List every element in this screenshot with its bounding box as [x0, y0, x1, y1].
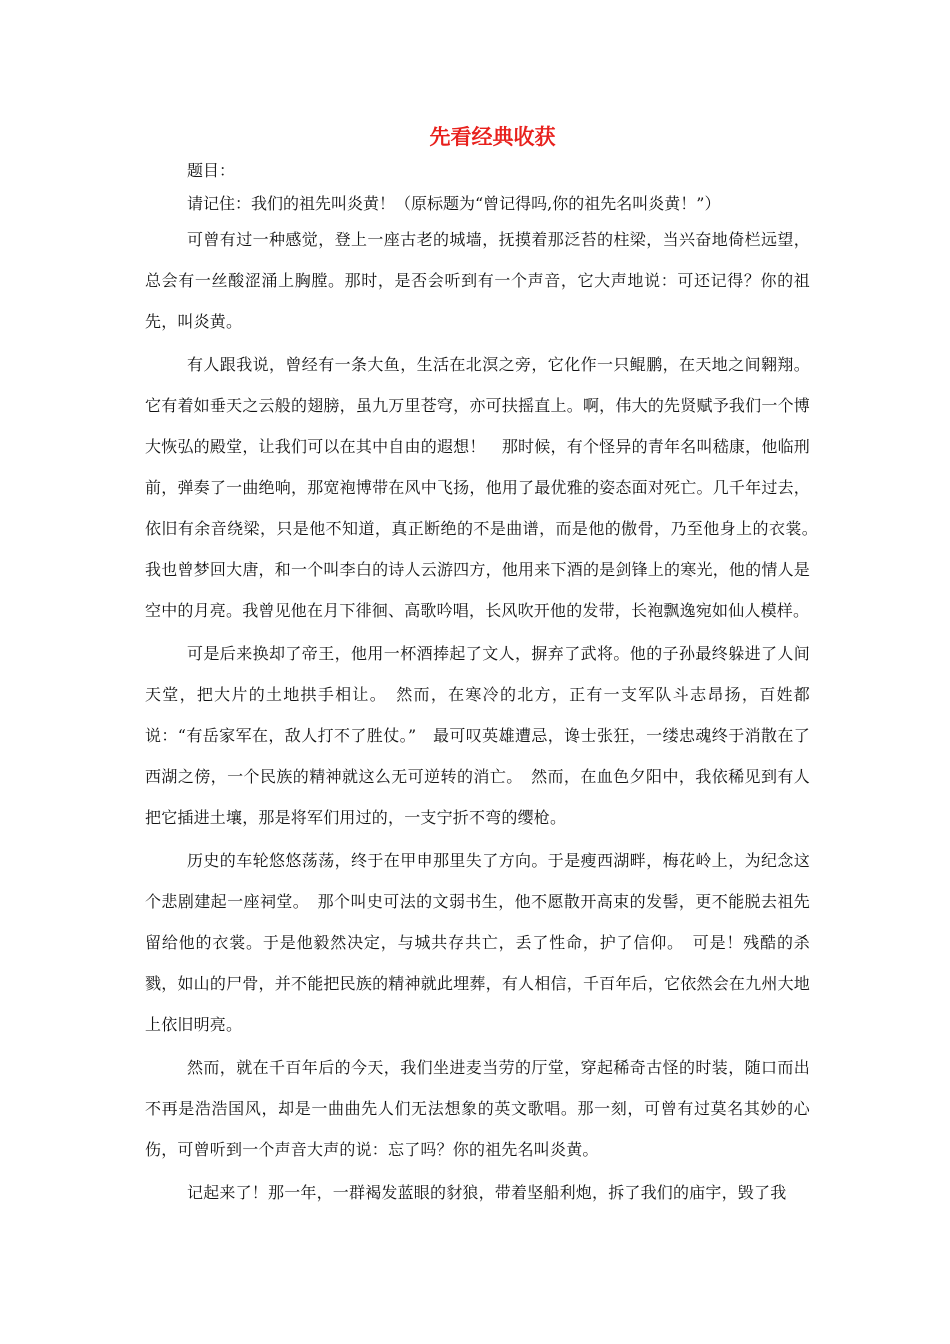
- topic-label: 题目：: [187, 161, 236, 180]
- document-page: [145, 118, 827, 1213]
- paragraph-2: 有人跟我说，曾经有一条大鱼，生活在北溟之旁，它化作一只鲲鹏，在天地之间翱翔。它有着如垂天之云般的翅膀，虽九万里苍穹，亦可扶摇直上。啊，伟大的先贤赋予我们一个博大恢弘的殿堂，让我们可以在其中自由的遐想！ 那时候，有个怪异的青年名叫嵇康，他临刑前，弹奏了一曲绝响，那宽袍博带在风中飞扬，他用了最优雅的姿态面对死亡。几千年过去，依旧有余音绕梁，只是他不知道，真正断绝的不是曲谱，而是他的傲骨，乃至他身上的衣裳。 我也曾梦回大唐，和一个叫李白的诗人云游四方，他用来下酒的是剑锋上的寒光，他的情人是空中的月亮。我曾见他在月下徘徊、高歌吟唱，长风吹开他的发带，长袍飘逸宛如仙人模样。: [145, 355, 827, 620]
- topic-subtitle: 请记住：我们的祖先叫炎黄！（原标题为“曾记得吗,你的祖先名叫炎黄！”）: [187, 194, 721, 213]
- paragraph-4: 历史的车轮悠悠荡荡，终于在甲申那里失了方向。于是瘦西湖畔，梅花岭上，为纪念这个悲剧建起一座祠堂。 那个叫史可法的文弱书生，他不愿散开高束的发髻，更不能脱去祖先留给他的衣裳。于是他毅然决定，与城共存共亡，丢了性命，护了信仰。 可是！残酷的杀戮，如山的尸骨，并不能把民族的精神就此埋葬，有人相信，千百年后，它依然会在九州大地上依旧明亮。: [145, 851, 810, 1034]
- paragraph-5: 然而，就在千百年后的今天，我们坐进麦当劳的厅堂，穿起稀奇古怪的时装，随口而出不再是浩浩国风，却是一曲曲先人们无法想象的英文歌唱。那一刻，可曾有过莫名其妙的心伤，可曾听到一个声音大声的说：忘了吗？你的祖先名叫炎黄。: [145, 1058, 810, 1159]
- document-title: 先看经典收获: [429, 124, 556, 149]
- paragraph-3: 可是后来换却了帝王，他用一杯酒捧起了文人，摒弃了武将。他的子孙最终躲进了人间天堂，把大片的土地拱手相让。 然而，在寒冷的北方，正有一支军队斗志昂扬，百姓都说：“有岳家军在，敌人打不了胜仗。” 最可叹英雄遭忌，谗士张狂，一缕忠魂终于消散在了西湖之傍，一个民族的精神就这么无可逆转的消亡。 然而，在血色夕阳中，我依稀见到有人把它插进土壤，那是将军们用过的，一支宁折不弯的缨枪。: [145, 644, 810, 827]
- paragraph-1: 可曾有过一种感觉，登上一座古老的城墙，抚摸着那泛苔的柱梁，当兴奋地倚栏远望，总会有一丝酸涩涌上胸膛。那时，是否会听到有一个声音，它大声地说：可还记得？你的祖先，叫炎黄。: [145, 230, 810, 331]
- paragraph-6: 记起来了！那一年，一群褐发蓝眼的豺狼，带着坚船利炮，拆了我们的庙宇，毁了我: [187, 1183, 787, 1202]
